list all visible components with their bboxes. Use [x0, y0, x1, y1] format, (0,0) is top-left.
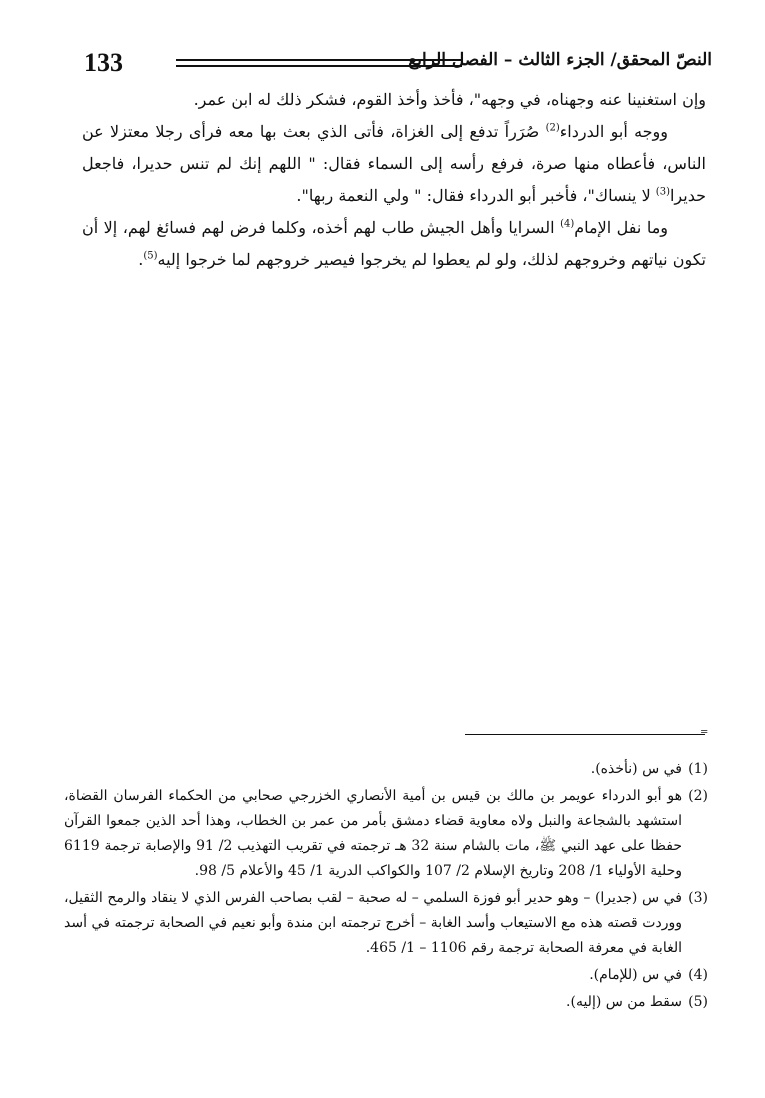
- paragraph-2-text-a: ووجه أبو الدرداء: [559, 122, 668, 141]
- paragraph-1: [82, 84, 706, 116]
- footnote-number: (3): [688, 890, 708, 906]
- footnote-ref-2: (2): [545, 122, 560, 134]
- footnote-2: [64, 784, 708, 884]
- footnote-number: (5): [688, 994, 708, 1010]
- page-number: 133: [84, 48, 123, 77]
- footnote-separator: [465, 734, 705, 735]
- footnote-text: هو أبو الدرداء عويمر بن مالك بن قيس بن أمية الأنصاري الخزرجي صحابي من الحكماء الفرسان القضاة، استشهد بالشجاعة والنبل ولاه معاوية قضاء دمشق بأمر من عمر بن الخطاب، وهذا أحد الذين جمعوا القرآن حفظا على عهد النبي ﷺ، مات بالشام سنة 32 هـ ترجمته في تقريب التهذيب 2/ 91 والإصابة ترجمة 6119 وحلية الأولياء 1/ 208 وتاريخ الإسلام 2/ 107 والكواكب الدرية 1/ 45 والأعلام 5/ 98.: [64, 788, 682, 879]
- footnotes: [64, 757, 708, 1017]
- footnote-text: في س (نأخذه).: [590, 761, 682, 777]
- footnote-number: (2): [688, 788, 708, 804]
- paragraph-2-text-c: لا ينساك"، فأخبر أبو الدرداء فقال: " ولي النعمة ربها".: [296, 186, 656, 205]
- footnote-text: في س (جديرا) – وهو حدير أبو فوزة السلمي – له صحبة – لقب بصاحب الفرس الذي لا ينقاد والرمح الثقيل، ووردت قصته هذه مع الاستيعاب وأسد الغابة – أخرج ترجمته ابن مندة وأبو نعيم في الصحابة ترجمته في أسد الغابة في معرفة الصحابة ترجمة رقم 1106 – 1/ 465.: [64, 890, 682, 956]
- footnote-ref-3: (3): [655, 186, 670, 198]
- footnote-number: (4): [688, 967, 708, 983]
- footnote-continuation-mark: =: [700, 727, 709, 738]
- running-header: [60, 42, 712, 82]
- footnote-text: في س (للإمام).: [589, 967, 682, 983]
- footnote-text: سقط من س (إليه).: [566, 994, 682, 1010]
- footnote-4: [64, 963, 708, 988]
- paragraph-3-text-b: السرايا وأهل الجيش طاب لهم أخذه، وكلما فرض لهم فسائغ لهم، إلا أن تكون نياتهم وخروجهم لذلك، ولو لم يعطوا لم يخرجوا فيصير خروجهم لما خرجوا إليه: [82, 218, 706, 269]
- paragraph-3: [82, 212, 706, 276]
- footnote-3: [64, 886, 708, 961]
- paragraph-2-text-b: صُرَراً تدفع إلى الغزاة، فأتى الذي بعث بها معه فرأى رجلا معتزلا عن الناس، فأعطاه منها صرة، فرفع رأسه إلى السماء فقال: " اللهم إنك لم تنس حديرا، فاجعل حديرا: [82, 122, 706, 205]
- footnote-5: [64, 990, 708, 1015]
- footnote-ref-5: (5): [143, 250, 158, 262]
- paragraph-2: [82, 116, 706, 212]
- paragraph-3-text-c: .: [138, 250, 144, 269]
- footnote-number: (1): [688, 761, 708, 777]
- paragraph-1-text: وإن استغنينا عنه وجهناه، في وجهه"، فأخذ وأخذ القوم، فشكر ذلك له ابن عمر.: [193, 90, 706, 109]
- paragraph-3-text-a: وما نفل الإمام: [574, 218, 668, 237]
- footnote-1: [64, 757, 708, 782]
- footnote-ref-4: (4): [560, 218, 575, 230]
- running-title: النصّ المحقق/ الجزء الثالث – الفصل الرابع: [408, 50, 712, 70]
- main-text: [82, 84, 706, 276]
